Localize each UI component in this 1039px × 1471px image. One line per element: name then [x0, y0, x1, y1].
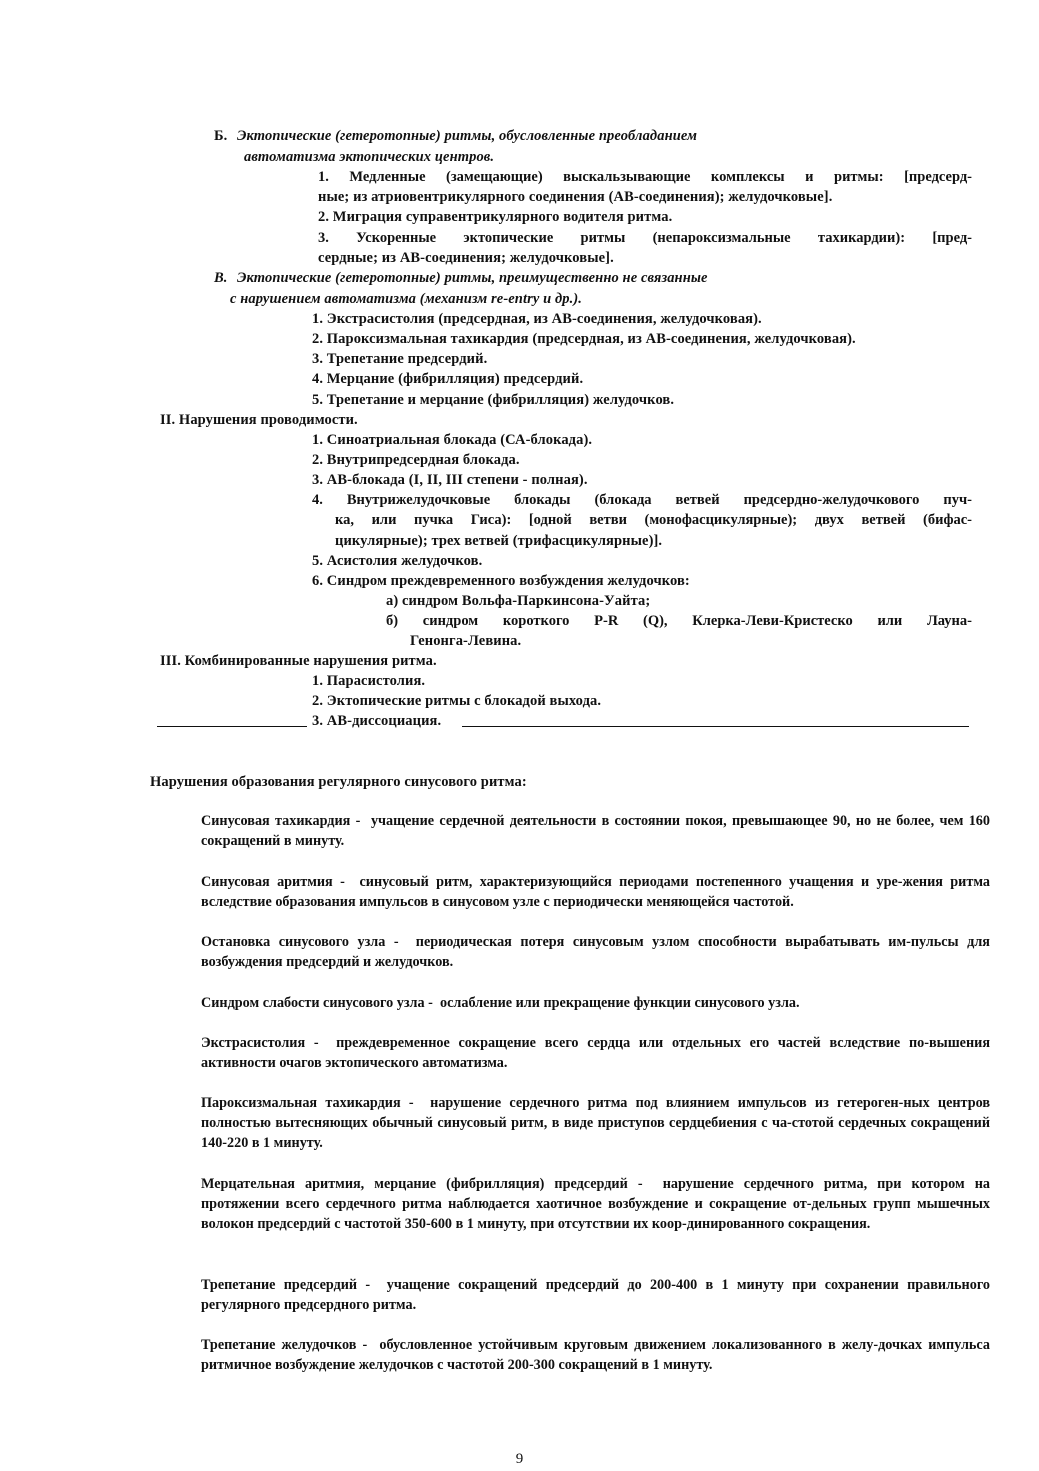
outline-ii-title: II. Нарушения проводимости.	[160, 412, 358, 428]
outline-iii-item-3: 3. АВ-диссоциация.	[312, 713, 442, 729]
definition-item: Трепетание предсердий - учащение сокращений предсердий до 200-400 в 1 минуту при сохранении правильного регулярного предсердного ритма.	[201, 1277, 991, 1313]
definition-term: Экстрасистолия	[201, 1035, 306, 1051]
definition-term: Пароксизмальная тахикардия	[201, 1095, 401, 1111]
definition-text: обусловленное устойчивым круговым движением локализованного в желу-дочках импульса ритмичное возбуждение желудочков с частотой 200-300 сокращений в 1 минуту.	[201, 1337, 990, 1373]
outline-ii-item-4-line3: цикулярные); трех ветвей (трифасцикулярные)].	[335, 533, 663, 549]
outline-b-label: Б.	[214, 128, 228, 144]
outline-b-heading-line1: Эктопические (гетеротопные) ритмы, обусловленные преобладанием	[237, 128, 698, 144]
definition-item: Синусовая аритмия - синусовый ритм, характеризующийся периодами постепенного учащения и уре-жения ритма вследствие образования импульсов в синусовом узле с периодически меняющейся частотой.	[201, 874, 990, 910]
outline-b-item-3-line1: 3. Ускоренные эктопические ритмы (непароксизмальные тахикардии): [пред-	[318, 230, 972, 246]
outline-v-label: В.	[214, 270, 228, 286]
outline-iii-title: III. Комбинированные нарушения ритма.	[160, 653, 437, 669]
outline-b-item-2: 2. Миграция суправентрикулярного водителя ритма.	[318, 209, 673, 225]
outline-ii-item-3: 3. АВ-блокада (I, II, III степени - полная).	[312, 472, 588, 488]
outline-ii-item-6b-line1: б) синдром короткого P-R (Q), Клерка-Леви-Кристеско или Лауна-	[386, 613, 972, 629]
outline-ii-item-4-line1: 4. Внутрижелудочковые блокады (блокада ветвей предсердно-желудочкового пуч-	[312, 492, 972, 508]
outline-v-item-2: 2. Пароксизмальная тахикардия (предсердная, из АВ-соединения, желудочковая).	[312, 331, 856, 347]
outline-ii-item-5: 5. Асистолия желудочков.	[312, 553, 483, 569]
underline-right	[462, 726, 969, 727]
definition-term: Мерцательная аритмия, мерцание (фибрилляция) предсердий	[201, 1176, 628, 1192]
outline-iii-item-2: 2. Эктопические ритмы с блокадой выхода.	[312, 693, 602, 709]
definition-item: Экстрасистолия - преждевременное сокращение всего сердца или отдельных его частей вследствие по-вышения активности очагов эктопического автоматизма.	[201, 1035, 990, 1071]
definition-text: ослабление или прекращение функции синусового узла.	[440, 995, 800, 1011]
outline-ii-item-4-line2: ка, или пучка Гиса): [одной ветви (монофасцикулярные); двух ветвей (бифас-	[335, 512, 972, 528]
definition-item: Трепетание желудочков - обусловленное устойчивым круговым движением локализованного в желу-дочках импульса ритмичное возбуждение желудочков с частотой 200-300 сокращений в 1 минуту.	[201, 1337, 990, 1373]
definition-term: Синусовая тахикардия	[201, 813, 351, 829]
outline-b-item-3-line2: сердные; из АВ-соединения; желудочковые].	[318, 250, 614, 266]
definition-term: Трепетание желудочков	[201, 1337, 357, 1353]
outline-ii-item-2: 2. Внутрипредсердная блокада.	[312, 452, 520, 468]
outline-b-item-1-line1: 1. Медленные (замещающие) выскальзывающие комплексы и ритмы: [предсерд-	[318, 169, 972, 185]
definition-text: периодическая потеря синусовым узлом способности вырабатывать им-пульсы для возбуждения предсердий и желудочков.	[201, 934, 990, 970]
definition-term: Остановка синусового узла	[201, 934, 386, 950]
definition-item: Синусовая тахикардия - учащение сердечной деятельности в состоянии покоя, превышающее 90, но не более, чем 160 сокращений в минуту.	[201, 813, 990, 849]
definition-item: Пароксизмальная тахикардия - нарушение сердечного ритма под влиянием импульсов из гетероген-ных центров полностью вытесняющих обычный синусовый ритм, в виде приступов сердцебиения с ча-стотой сердечных сокращений 140-220 в 1 минуту.	[201, 1095, 990, 1151]
definition-text: нарушение сердечного ритма под влиянием импульсов из гетероген-ных центров полностью вытесняющих обычный синусовый ритм, в виде приступов сердцебиения с ча-стотой сердечных сокращений 140-220 в 1 минуту.	[201, 1095, 990, 1151]
outline-ii-item-6b-line2: Генонга-Левина.	[410, 633, 522, 649]
outline-v-heading-line2: с нарушением автоматизма (механизм re-entry и др.).	[230, 291, 582, 307]
section-heading: Нарушения образования регулярного синусового ритма:	[150, 774, 527, 790]
definition-item: Остановка синусового узла - периодическая потеря синусовым узлом способности вырабатывать им-пульсы для возбуждения предсердий и желудочков.	[201, 934, 990, 970]
definition-term: Синусовая аритмия	[201, 874, 333, 890]
definition-text: синусовый ритм, характеризующийся периодами постепенного учащения и уре-жения ритма вследствие образования импульсов в синусовом узле с периодически меняющейся частотой.	[201, 874, 990, 910]
outline-iii-item-1: 1. Парасистолия.	[312, 673, 426, 689]
underline-left	[157, 726, 307, 727]
definition-text: преждевременное сокращение всего сердца или отдельных его частей вследствие по-вышения активности очагов эктопического автоматизма.	[201, 1035, 990, 1071]
outline-b-heading-line2: автоматизма эктопических центров.	[244, 149, 495, 165]
definition-text: нарушение сердечного ритма, при котором на протяжении всего сердечного ритма наблюдается хаотичное возбуждение и сокращение от-дельных групп мышечных волокон предсердий с частотой 350-600 в 1 минуту, при отсутствии их коор-динированного сокращения.	[201, 1176, 990, 1232]
outline-v-item-5: 5. Трепетание и мерцание (фибрилляция) желудочков.	[312, 392, 675, 408]
outline-ii-item-6: 6. Синдром преждевременного возбуждения желудочков:	[312, 573, 690, 589]
outline-ii-item-6a: а) синдром Вольфа-Паркинсона-Уайта;	[386, 593, 651, 609]
outline-v-item-1: 1. Экстрасистолия (предсердная, из АВ-соединения, желудочковая).	[312, 311, 762, 327]
page-number: 9	[515, 1451, 524, 1467]
outline-ii-item-1: 1. Синоатриальная блокада (СА-блокада).	[312, 432, 593, 448]
definition-term: Синдром слабости синусового узла	[201, 995, 425, 1011]
definition-item: Мерцательная аритмия, мерцание (фибрилляция) предсердий - нарушение сердечного ритма, при котором на протяжении всего сердечного ритма наблюдается хаотичное возбуждение и сокращение от-дельных групп мышечных волокон предсердий с частотой 350-600 в 1 минуту, при отсутствии их коор-динированного сокращения.	[201, 1176, 990, 1232]
definition-item: Синдром слабости синусового узла - ослабление или прекращение функции синусового узла.	[201, 995, 800, 1011]
outline-v-heading-line1: Эктопические (гетеротопные) ритмы, преимущественно не связанные	[237, 270, 708, 286]
outline-v-item-3: 3. Трепетание предсердий.	[312, 351, 488, 367]
outline-b-item-1-line2: ные; из атриовентрикулярного соединения (АВ-соединения); желудочковые].	[318, 189, 833, 205]
definition-term: Трепетание предсердий	[201, 1277, 358, 1293]
outline-v-item-4: 4. Мерцание (фибрилляция) предсердий.	[312, 371, 584, 387]
definition-text: учащение сердечной деятельности в состоянии покоя, превышающее 90, но не более, чем 160 сокращений в минуту.	[201, 813, 990, 849]
definition-text: учащение сокращений предсердий до 200-400 в 1 минуту при сохранении правильного регулярного предсердного ритма.	[201, 1277, 991, 1313]
